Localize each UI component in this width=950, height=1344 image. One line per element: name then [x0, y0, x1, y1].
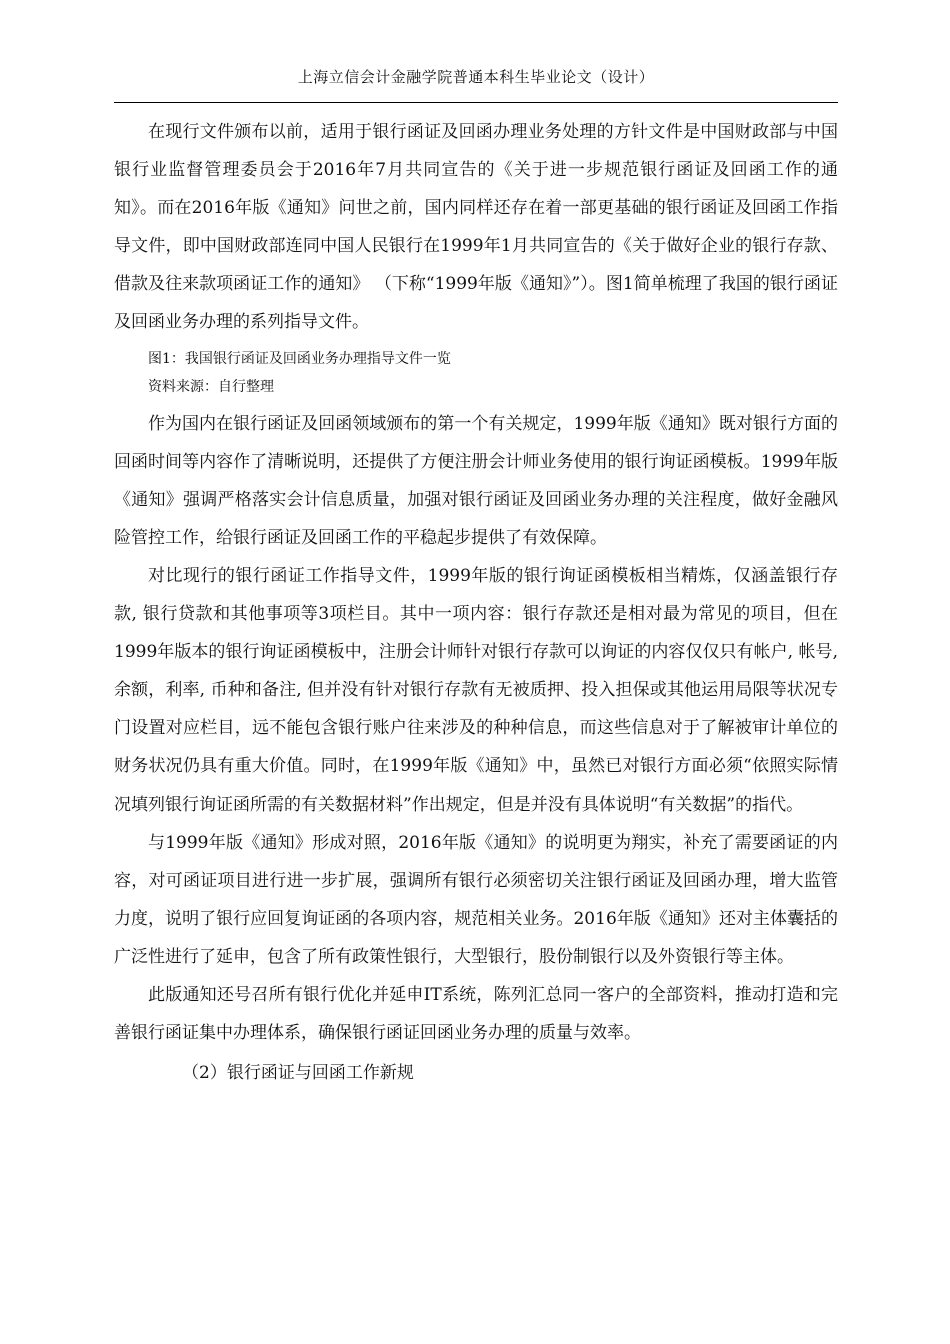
figure-source: 资料来源：自行整理	[148, 378, 274, 395]
section-subheading: （2）银行函证与回函工作新规	[182, 1063, 414, 1084]
paragraph-4: 与1999年版《通知》形成对照，2016年版《通知》的说明更为翔实，补充了需要函证的内容，对可函证项目进行进一步扩展，强调所有银行必须密切关注银行函证及回函办理，增大监管力度，说明了银行应回复询证函的各项内容，规范相关业务。2016年版《通知》还对主体囊括的广泛性进行了延申，包含了所有政策性银行，大型银行，股份制银行以及外资银行等主体。	[114, 832, 838, 967]
page-header: 上海立信会计金融学院普通本科生毕业论文（设计）	[297, 68, 655, 86]
paragraph-5: 此版通知还号召所有银行优化并延申IT系统，陈列汇总同一客户的全部资料，推动打造和完善银行函证集中办理体系，确保银行函证回函业务办理的质量与效率。	[114, 984, 838, 1044]
header-rule	[114, 102, 838, 103]
paragraph-1: 在现行文件颁布以前，适用于银行函证及回函办理业务处理的方针文件是中国财政部与中国银行业监督管理委员会于2016年7月共同宣告的《关于进一步规范银行函证及回函工作的通知》。而在2016年版《通知》问世之前，国内同样还存在着一部更基础的银行函证及回函工作指导文件，即中国财政部连同中国人民银行在1999年1月共同宣告的《关于做好企业的银行存款、借款及往来款项函证工作的通知》 （下称“1999年版《通知》”）。图1简单梳理了我国的银行函证及回函业务办理的系列指导文件。	[114, 122, 838, 333]
document-body	[114, 113, 838, 1092]
paragraph-2: 作为国内在银行函证及回函领域颁布的第一个有关规定，1999年版《通知》既对银行方面的回函时间等内容作了清晰说明，还提供了方便注册会计师业务使用的银行询证函模板。1999年版《通知》强调严格落实会计信息质量，加强对银行函证及回函业务办理的关注程度，做好金融风险管控工作，给银行函证及回函工作的平稳起步提供了有效保障。	[114, 413, 838, 548]
figure-caption: 图1：我国银行函证及回函业务办理指导文件一览	[148, 350, 451, 367]
paragraph-3: 对比现行的银行函证工作指导文件，1999年版的银行询证函模板相当精炼，仅涵盖银行存款, 银行贷款和其他事项等3项栏目。其中一项内容：银行存款还是相对最为常见的项目，但在1999年版本的银行询证函模板中，注册会计师针对银行存款可以询证的内容仅仅只有帐户, 帐号, 余额，利率, 币种和备注, 但并没有针对银行存款有无被质押、投入担保或其他运用局限等状况专门设置对应栏目，远不能包含银行账户往来涉及的种种信息，而这些信息对于了解被审计单位的财务状况仍具有重大价值。同时，在1999年版《通知》中，虽然已对银行方面必须“依照实际情况填列银行询证函所需的有关数据材料”作出规定，但是并没有具体说明“有关数据”的指代。	[114, 565, 838, 815]
